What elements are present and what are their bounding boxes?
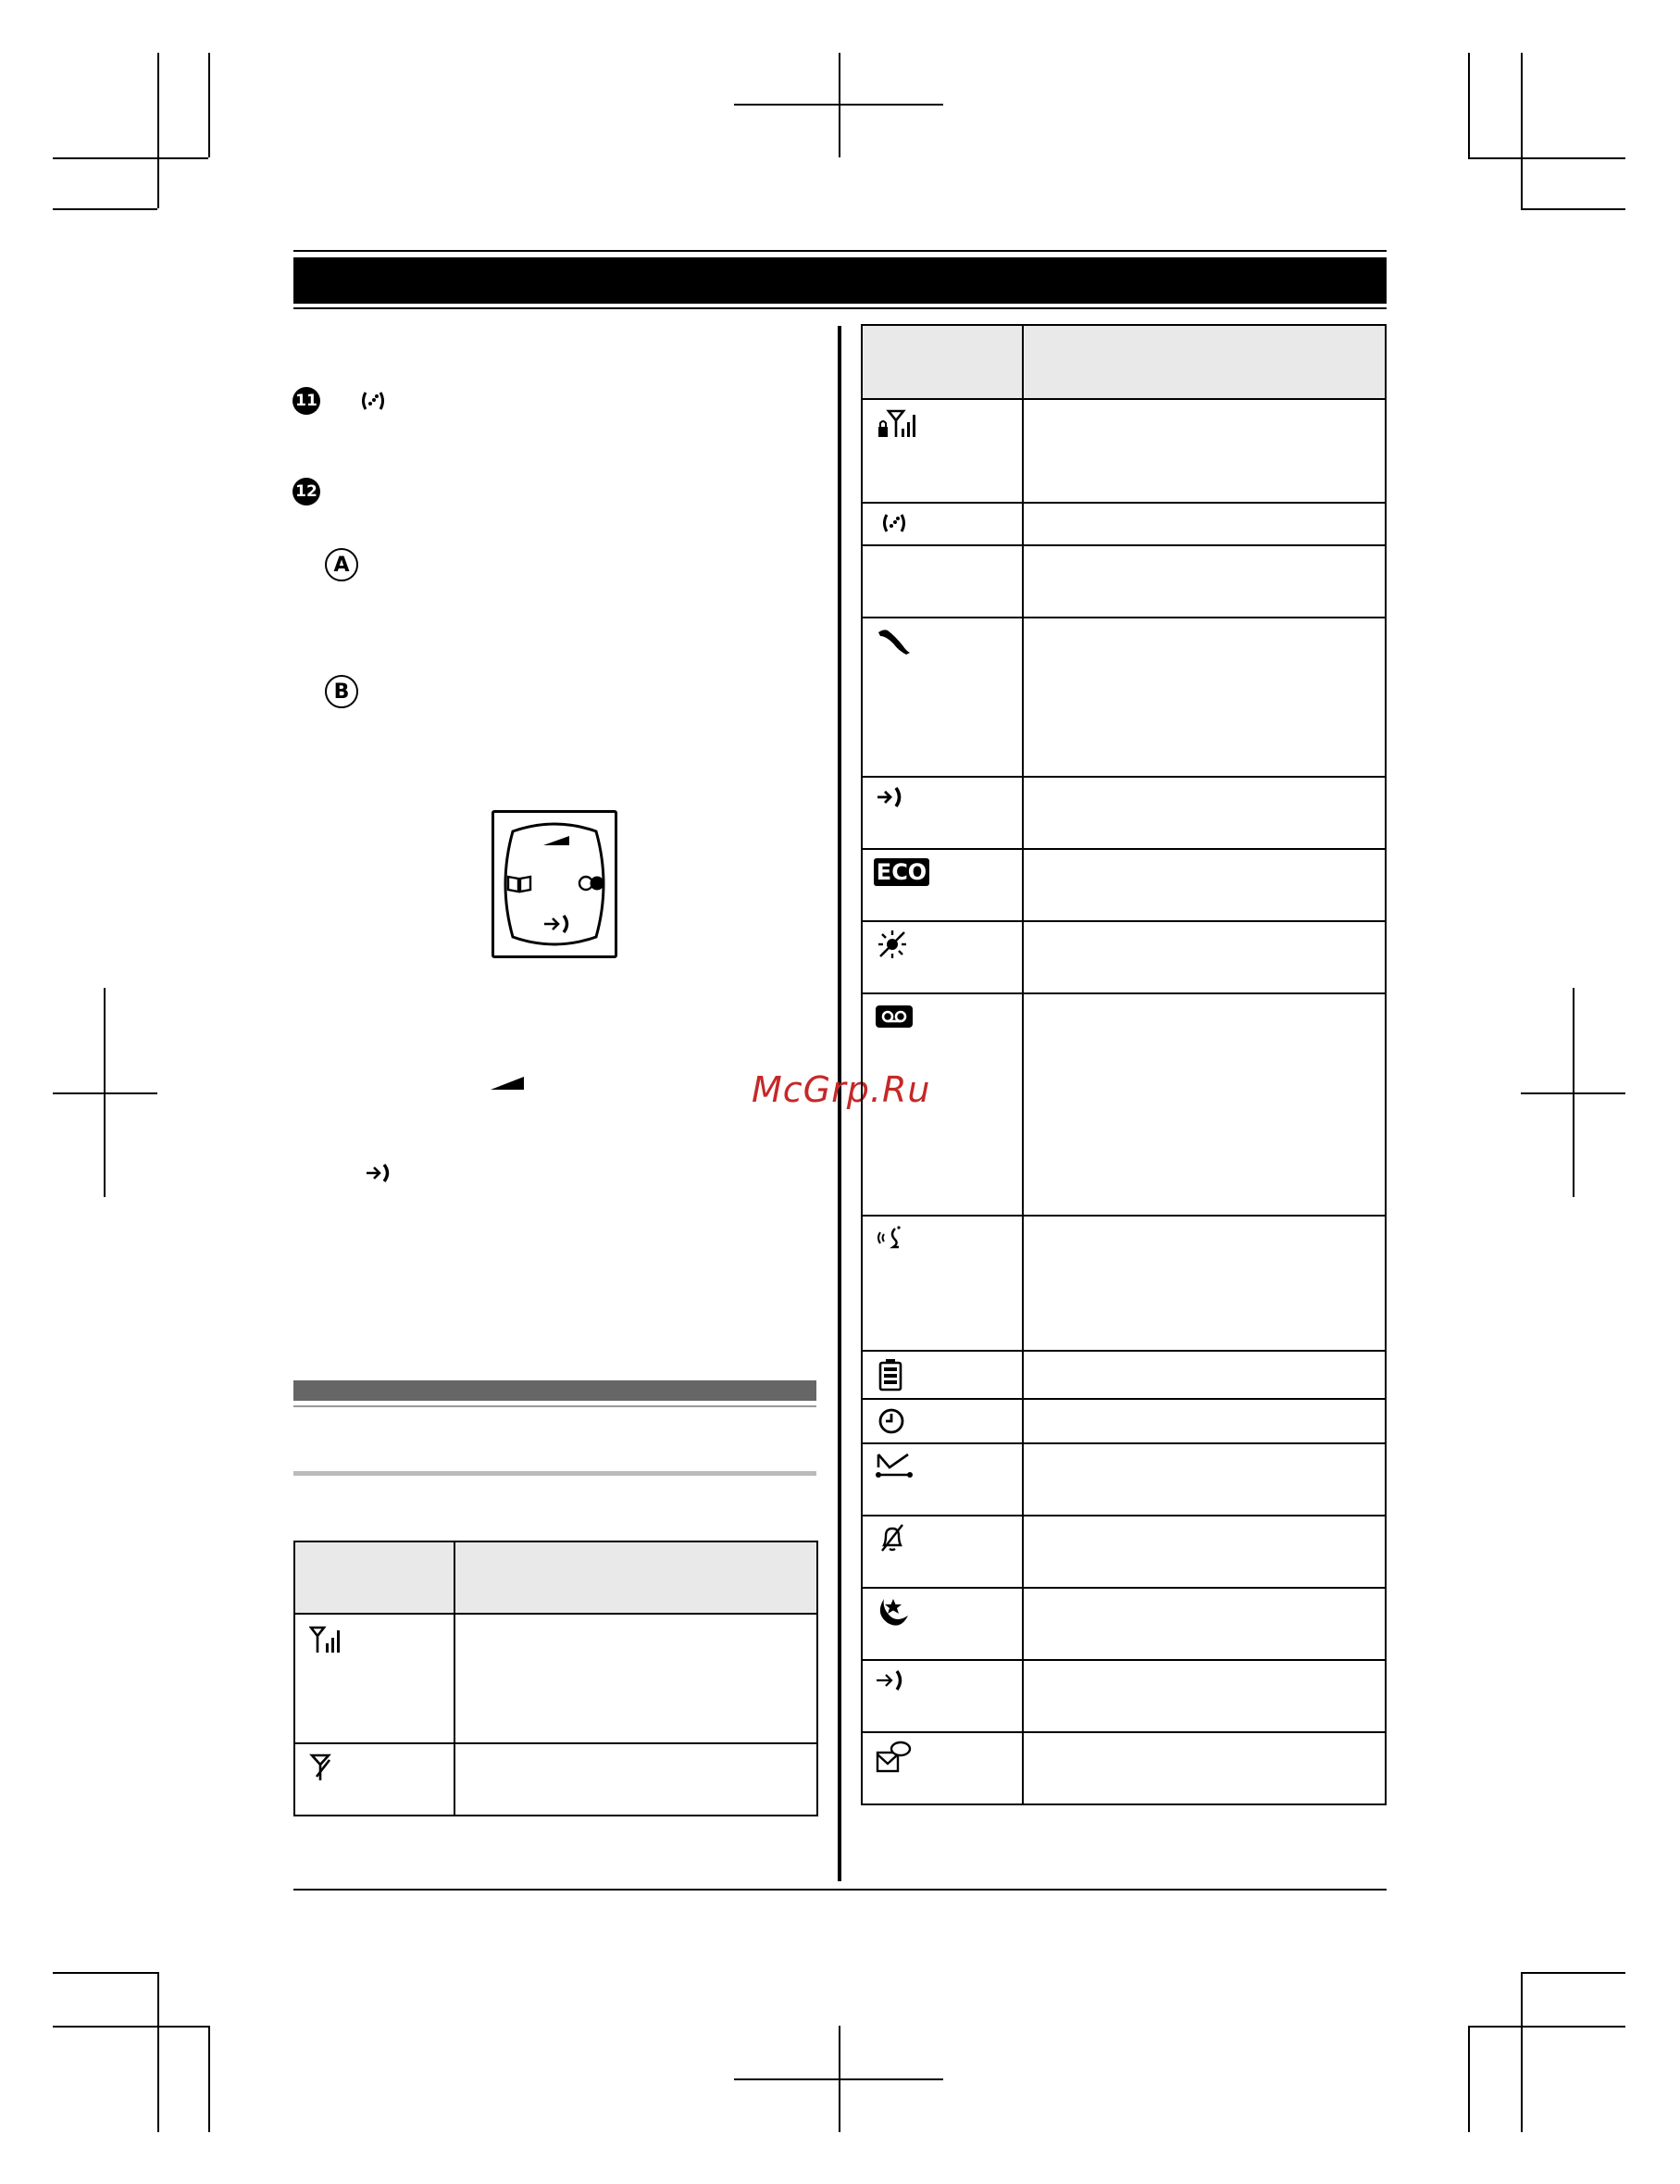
handset-icon bbox=[874, 626, 915, 657]
voicemail-icon bbox=[576, 872, 607, 894]
table-row bbox=[863, 398, 1385, 502]
crop-mark bbox=[1521, 1972, 1625, 1974]
table-row bbox=[863, 1398, 1385, 1442]
footer-rule bbox=[293, 1889, 1387, 1891]
table-row bbox=[863, 1442, 1385, 1515]
table-header bbox=[863, 326, 1385, 398]
signal-strength-icon bbox=[308, 1624, 345, 1655]
crop-mark bbox=[1521, 1972, 1523, 2132]
eco-icon bbox=[874, 857, 929, 887]
crop-mark bbox=[734, 104, 943, 106]
watermark: McGrp.Ru bbox=[752, 1069, 931, 1110]
phonebook-icon bbox=[505, 872, 533, 894]
crop-mark bbox=[1521, 53, 1523, 208]
table-row bbox=[863, 992, 1385, 1215]
ringer-off-icon bbox=[876, 1522, 907, 1554]
redial-icon bbox=[541, 911, 574, 937]
crop-mark bbox=[208, 2026, 210, 2132]
crop-mark bbox=[53, 1092, 157, 1094]
table-row bbox=[863, 1731, 1385, 1805]
battery-icon bbox=[876, 1357, 905, 1392]
page-header-bar bbox=[293, 257, 1387, 304]
section-header-bar bbox=[293, 1380, 816, 1401]
volume-icon bbox=[488, 1074, 527, 1092]
eco-label: ECO bbox=[874, 858, 929, 886]
item-marker-11: 11 bbox=[292, 387, 320, 415]
table-row bbox=[863, 544, 1385, 617]
sub-marker-a: A bbox=[325, 548, 358, 581]
crop-mark bbox=[1468, 53, 1470, 157]
night-mode-icon bbox=[874, 1594, 911, 1629]
crop-mark bbox=[157, 53, 159, 208]
table-header bbox=[295, 1542, 816, 1613]
crop-mark bbox=[734, 2078, 943, 2080]
crop-mark bbox=[53, 1972, 157, 1974]
table-row bbox=[863, 1587, 1385, 1659]
answering-machine-icon bbox=[874, 1004, 915, 1030]
crop-mark bbox=[53, 208, 157, 210]
ring-antenna-icon bbox=[877, 509, 911, 537]
locked-signal-icon bbox=[876, 407, 922, 441]
crop-mark bbox=[157, 1972, 159, 2132]
volume-icon bbox=[541, 833, 572, 848]
table-row bbox=[863, 776, 1385, 848]
clock-icon bbox=[876, 1405, 907, 1437]
sub-marker-b: B bbox=[325, 675, 358, 708]
crop-mark bbox=[1521, 208, 1625, 210]
display-icons-table-continued bbox=[861, 324, 1387, 1805]
crop-mark bbox=[208, 53, 210, 157]
crop-mark bbox=[1468, 2026, 1470, 2132]
table-row bbox=[863, 1350, 1385, 1398]
display-icons-table bbox=[293, 1541, 818, 1816]
crop-mark bbox=[1521, 1092, 1625, 1094]
crop-mark bbox=[1468, 157, 1625, 159]
table-row bbox=[863, 1215, 1385, 1350]
crop-mark bbox=[1468, 2026, 1625, 2028]
table-row bbox=[863, 848, 1385, 920]
redial-icon bbox=[874, 783, 907, 811]
table-row bbox=[863, 920, 1385, 992]
table-row bbox=[863, 1659, 1385, 1731]
crop-mark bbox=[53, 2026, 208, 2028]
call-block-icon bbox=[874, 1450, 915, 1481]
table-row bbox=[295, 1613, 816, 1742]
subsection-rule bbox=[293, 1471, 816, 1476]
table-row bbox=[863, 1515, 1385, 1587]
section-rule bbox=[293, 1405, 816, 1407]
crop-mark bbox=[53, 157, 208, 159]
table-row bbox=[295, 1742, 816, 1816]
redial-icon bbox=[363, 1160, 394, 1186]
header-rule bbox=[293, 250, 1387, 252]
call-forward-icon bbox=[874, 1666, 909, 1694]
item-marker-12: 12 bbox=[292, 478, 320, 505]
header-rule bbox=[293, 307, 1387, 309]
message-icon bbox=[874, 1739, 913, 1776]
ring-antenna-icon bbox=[357, 387, 389, 415]
no-signal-icon bbox=[308, 1752, 342, 1783]
table-row bbox=[863, 617, 1385, 776]
keypad-illustration bbox=[492, 810, 617, 958]
table-row bbox=[863, 502, 1385, 544]
no-backlight-icon bbox=[876, 928, 909, 961]
call-sharing-icon bbox=[874, 1222, 907, 1254]
